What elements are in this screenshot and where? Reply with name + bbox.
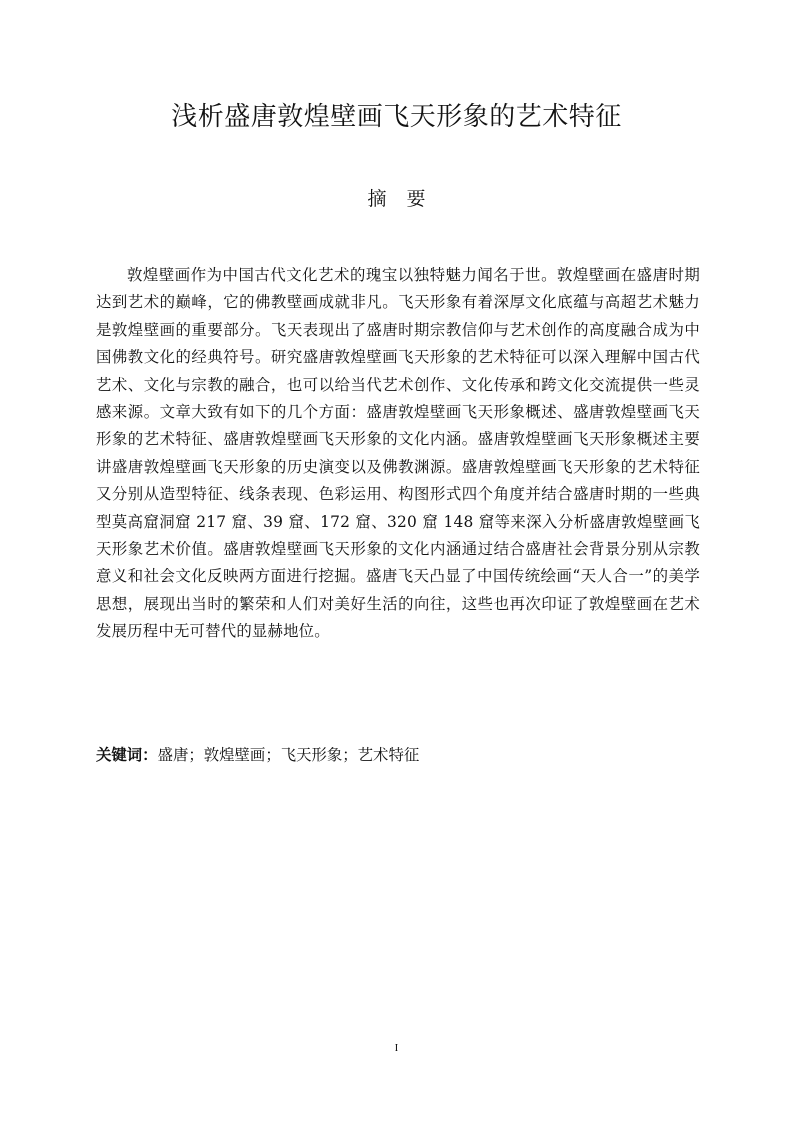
keywords-label: 关键词： <box>96 746 158 764</box>
keywords-text: 盛唐；敦煌壁画；飞天形象；艺术特征 <box>157 746 420 764</box>
keywords-line <box>96 742 700 769</box>
page-number: I <box>394 1042 399 1054</box>
page-title: 浅析盛唐敦煌壁画飞天形象的艺术特征 <box>171 102 622 132</box>
abstract-body: 敦煌壁画作为中国古代文化艺术的瑰宝以独特魅力闻名于世。敦煌壁画在盛唐时期达到艺术的巅峰，它的佛教壁画成就非凡。飞天形象有着深厚文化底蕴与高超艺术魅力是敦煌壁画的重要部分。飞天表现出了盛唐时期宗教信仰与艺术创作的高度融合成为中国佛教文化的经典符号。研究盛唐敦煌壁画飞天形象的艺术特征可以深入理解中国古代艺术、文化与宗教的融合，也可以给当代艺术创作、文化传承和跨文化交流提供一些灵感来源。文章大致有如下的几个方面：盛唐敦煌壁画飞天形象概述、盛唐敦煌壁画飞天形象的艺术特征、盛唐敦煌壁画飞天形象的文化内涵。盛唐敦煌壁画飞天形象概述主要讲盛唐敦煌壁画飞天形象的历史演变以及佛教渊源。盛唐敦煌壁画飞天形象的艺术特征又分别从造型特征、线条表现、色彩运用、构图形式四个角度并结合盛唐时期的一些典型莫高窟洞窟 217 窟、39 窟、172 窟、320 窟 148 窟等来深入分析盛唐敦煌壁画飞天形象艺术价值。盛唐敦煌壁画飞天形象的文化内涵通过结合盛唐社会背景分别从宗教意义和社会文化反映两方面进行挖掘。盛唐飞天凸显了中国传统绘画“天人合一”的美学思想，展现出当时的繁荣和人们对美好生活的向往，这些也再次印证了敦煌壁画在艺术发展历程中无可替代的显赫地位。 <box>96 266 700 641</box>
abstract-heading: 摘要 <box>367 188 446 210</box>
